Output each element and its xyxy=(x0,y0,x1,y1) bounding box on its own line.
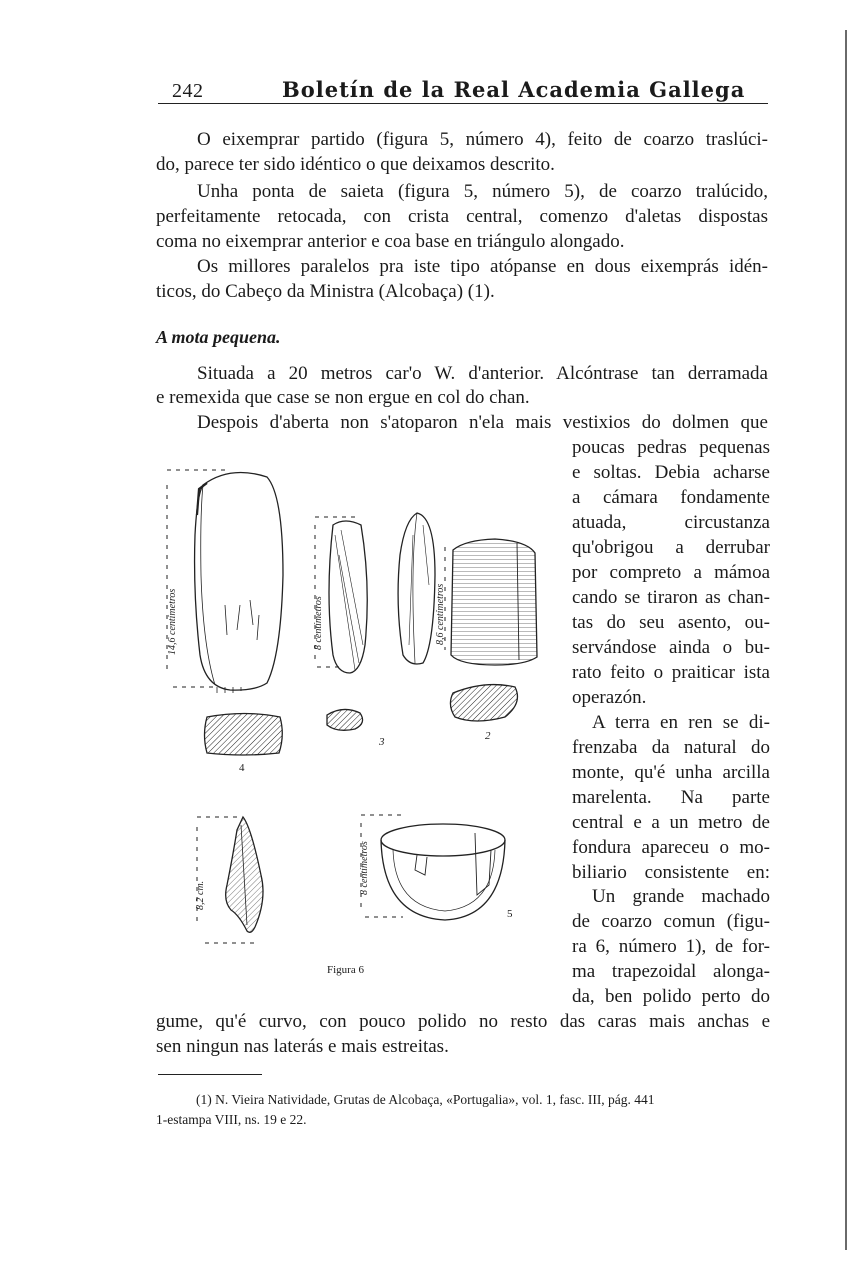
section-4 xyxy=(205,714,283,756)
body-line: Unha ponta de saieta (figura 5, número 5), de coarzo tralúcido, xyxy=(197,181,768,202)
column-line: de coarzo comun (figu- xyxy=(572,911,770,932)
figure-label-3: 3 xyxy=(379,736,385,748)
section-3 xyxy=(327,709,363,730)
body-line: e remexida que case se non ergue en col do chan. xyxy=(156,387,530,408)
body-line: coma no eixemprar anterior e coa base en triángulo alongado. xyxy=(156,231,625,252)
figure-caption: Figura 6 xyxy=(327,964,364,976)
column-line: ma trapezoidal alonga- xyxy=(572,961,770,982)
bowl-rim xyxy=(381,824,505,856)
column-line: ra 6, número 1), de for- xyxy=(572,936,770,957)
column-line: marelenta. Na parte xyxy=(572,787,770,808)
adze-outline xyxy=(398,513,435,664)
page-number: 242 xyxy=(172,80,204,102)
measure-adze: 8,6 centímetros xyxy=(435,583,446,645)
body-line: ticos, do Cabeço da Ministra (Alcobaça) (1). xyxy=(156,281,495,302)
footnote-line: (1) N. Vieira Natividade, Grutas de Alcobaça, «Portugalia», vol. 1, fasc. III, pág. 441 xyxy=(196,1092,655,1107)
column-line: atuada, circustanza xyxy=(572,512,770,533)
section-heading: A mota pequena. xyxy=(156,327,281,347)
figure-6-illustration xyxy=(155,455,565,955)
column-line: Un grande machado xyxy=(592,886,770,907)
section-2 xyxy=(450,685,517,721)
column-line: por compreto a mámoa xyxy=(572,562,770,583)
measure-arrowhead: 8,2 cm. xyxy=(195,880,206,910)
column-line: monte, qu'é unha arcilla xyxy=(572,762,770,783)
running-title: Boletín de la Real Academia Gallega xyxy=(282,77,746,102)
footnote-line: 1-estampa VIII, ns. 19 e 22. xyxy=(156,1112,307,1127)
column-line: qu'obrigou a derrubar xyxy=(572,537,770,558)
figure-label-5: 5 xyxy=(507,908,513,920)
column-line: frenzaba da natural do xyxy=(572,737,770,758)
chisel-outline xyxy=(329,521,367,673)
column-line: fondura apareceu o mo- xyxy=(572,837,770,858)
axe-outline xyxy=(195,473,283,691)
page-edge xyxy=(845,30,847,1250)
column-line: da, ben polido perto do xyxy=(572,986,770,1007)
measure-chisel: 8 centímetros xyxy=(313,596,324,650)
column-line: A terra en ren se di- xyxy=(592,712,770,733)
column-line: operazón. xyxy=(572,687,647,708)
body-line: Despois d'aberta non s'atoparon n'ela mais vestixios do dolmen que xyxy=(197,412,768,433)
header-rule xyxy=(158,103,768,104)
column-line: biliario consistente en: xyxy=(572,862,770,883)
footnote-rule xyxy=(158,1074,262,1075)
column-line: e soltas. Debia acharse xyxy=(572,462,770,483)
body-line: gume, qu'é curvo, con pouco polido no resto das caras mais anchas e xyxy=(156,1011,770,1032)
measure-bowl: 8 centímetros xyxy=(359,841,370,895)
figure-label-4: 4 xyxy=(239,762,245,774)
column-line: a cámara fondamente xyxy=(572,487,770,508)
body-line: Situada a 20 metros car'o W. d'anterior. Alcóntrase tan derramada xyxy=(197,363,768,384)
body-line: O eixemprar partido (figura 5, número 4), feito de coarzo traslúci- xyxy=(197,129,768,150)
measure-axe: 14,6 centímetros xyxy=(167,588,178,655)
column-line: central e a un metro de xyxy=(572,812,770,833)
body-line: sen ningun nas laterás e mais estreitas. xyxy=(156,1036,449,1057)
body-line: perfeitamente retocada, con crista central, comenzo d'aletas dispostas xyxy=(156,206,768,227)
column-line: servándose ainda o bu- xyxy=(572,637,770,658)
column-line: rato feito o praiticar ista xyxy=(572,662,770,683)
column-line: tas do seu asento, ou- xyxy=(572,612,770,633)
column-line: poucas pedras pequenas xyxy=(572,437,770,458)
figure-label-2: 2 xyxy=(485,730,491,742)
block-outline xyxy=(451,539,537,665)
column-line: cando se tiraron as chan- xyxy=(572,587,770,608)
body-line: do, parece ter sido idéntico o que deixamos descrito. xyxy=(156,154,555,175)
body-line: Os millores paralelos pra iste tipo atópanse en dous eixemprás idén- xyxy=(197,256,768,277)
